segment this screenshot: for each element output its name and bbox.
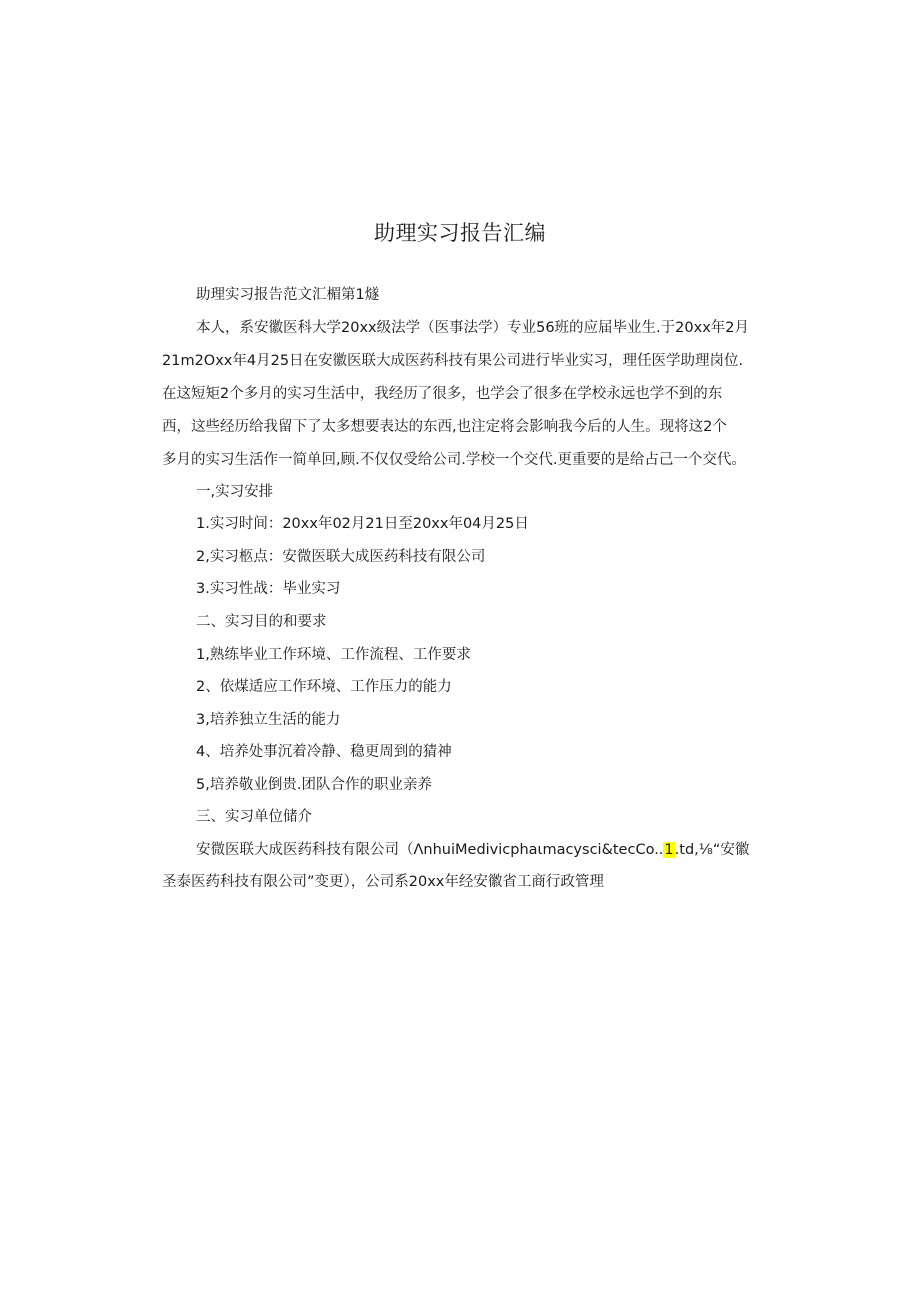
intro-line-4: 西，这些经历给我留下了太多想要表达的东西,也注定将会影响我今后的人生。现将这2个 <box>162 419 727 435</box>
highlighted-text: 1 <box>664 842 674 858</box>
section2-item: 1,熟练毕业工作环境、工作流程、工作要求 <box>196 647 471 663</box>
section2-item: 3,培养独立生活的能力 <box>196 712 341 728</box>
subtitle: 助理实习报告范文汇楣第1燧 <box>196 287 380 303</box>
section1-item: 2,实习柩点：安微医联大成医药科技有限公司 <box>196 549 486 565</box>
section3-heading: 三、实习单位储介 <box>196 809 312 825</box>
document-title: 助理实习报告汇编 <box>374 221 546 245</box>
intro-line-3: 在这短矩2个多月的实习生活中，我经历了很多，也学会了很多在学校永远也学不到的东 <box>162 386 723 402</box>
section1-item: 1.实习时间：20xx年02月21日至20xx年04月25日 <box>196 516 529 532</box>
intro-line-2: 21m2Oxx年4月25日在安徽医联大成医药科技有果公司进行毕业实习，理任医学助理岗位. <box>162 353 744 369</box>
section3-para-text-a: 安微医联大成医药科技有限公司（ΛnhuiMedivicphaιmacysci&tecCo.. <box>196 842 664 858</box>
section3-para-line-2: 圣泰医药科技有限公司”变更），公司系20xx年经安徽省工商行政管理 <box>162 874 604 890</box>
intro-line-5: 多月的实习生活作一简单回,顾.不仅仅受给公司.学校一个交代.更重要的是给占己一个交代。 <box>162 452 746 468</box>
section2-heading: 二、实习目的和要求 <box>196 614 327 630</box>
section2-item: 4、培养处事沉着冷静、稳更周到的猜神 <box>196 744 452 760</box>
section1-item: 3.实习性战：毕业实习 <box>196 581 341 597</box>
section2-item: 5,培养敬业倒贵.团队合作的职业亲养 <box>196 777 432 793</box>
section3-para-text-b: .td,⅛“安徽 <box>674 842 750 858</box>
section1-heading: 一,实习安排 <box>196 484 274 500</box>
intro-line-1: 本人，系安徽医科大学20xx级法学（医事法学）专业56班的应届毕业生.于20xx年2月 <box>196 320 750 336</box>
section2-item: 2、依煤适应工作环境、工作压力的能力 <box>196 679 452 695</box>
section3-para-line-1 <box>196 839 749 861</box>
